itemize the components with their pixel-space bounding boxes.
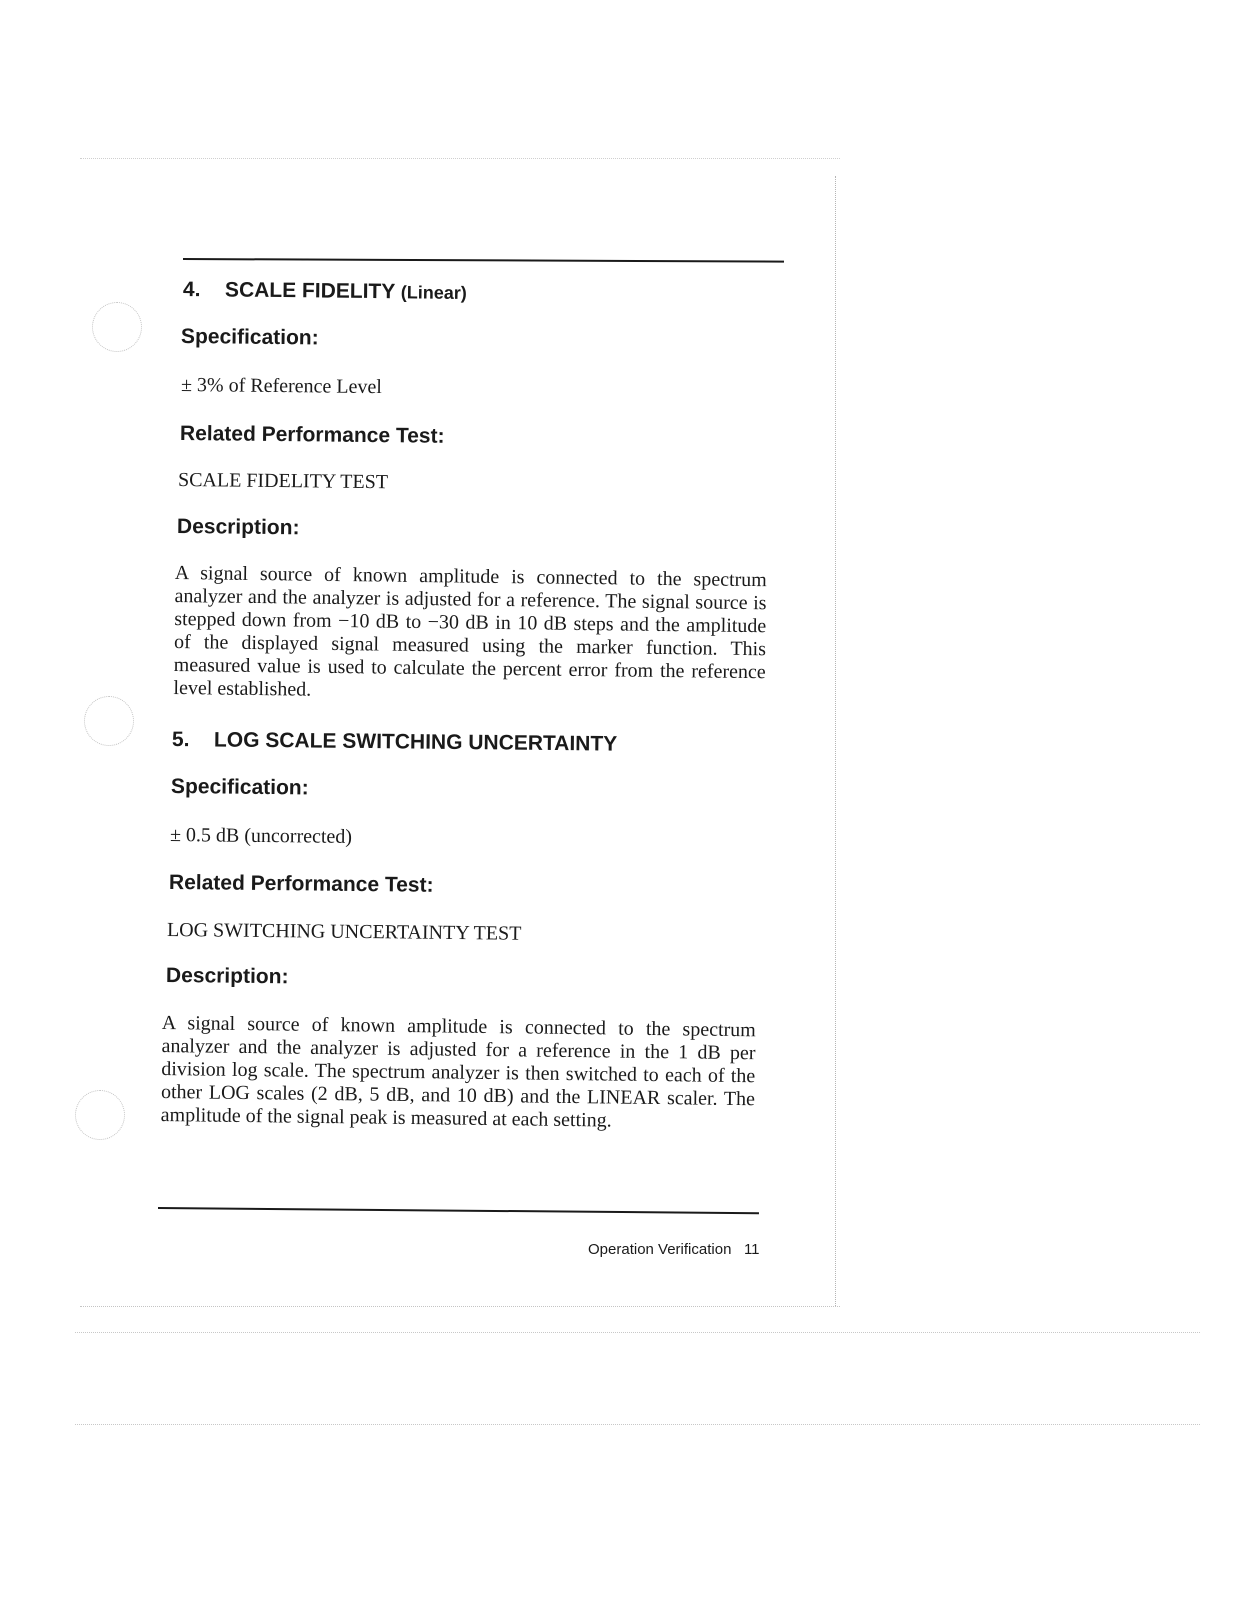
section-5-heading bbox=[172, 728, 617, 757]
section-5-title: LOG SCALE SWITCHING UNCERTAINTY bbox=[213, 728, 618, 756]
section-5-related-value: LOG SWITCHING UNCERTAINTY TEST bbox=[166, 919, 522, 945]
section-4-description: A signal source of known amplitude is connected to the spectrum analyzer and the analyzer is adjusted for a reference. The signal source is stepped down from −10 dB to −30 dB in 10 dB steps and the amplitude of the displayed signal measured using the marker function. This measured value is used to calculate the percent error from the reference level established. bbox=[173, 562, 767, 701]
section-5-description: A signal source of known amplitude is connected to the spectrum analyzer and the analyzer is adjusted for a reference in the 1 dB per division log scale. The spectrum analyzer is then switched to each of the other LOG scales (2 dB, 5 dB, and 10 dB) and the LINEAR scaler. The amplitude of the signal peak is measured at each setting. bbox=[160, 1012, 756, 1132]
section-5-number: 5. bbox=[171, 728, 190, 752]
top-rule bbox=[183, 258, 784, 263]
bottom-rule bbox=[158, 1207, 759, 1214]
section-4-related-value: SCALE FIDELITY TEST bbox=[177, 469, 389, 494]
footer-section-name: Operation Verification bbox=[588, 1241, 732, 1258]
footer-page-number: 11 bbox=[743, 1241, 760, 1258]
section-4-heading bbox=[183, 278, 467, 305]
section-5-related-heading: Related Performance Test: bbox=[168, 871, 434, 897]
section-5-spec-value: ± 0.5 dB (uncorrected) bbox=[169, 824, 353, 848]
section-4-description-heading: Description: bbox=[176, 515, 300, 540]
section-4-number: 4. bbox=[182, 278, 201, 302]
section-5-spec-heading: Specification: bbox=[170, 775, 309, 800]
page-footer bbox=[588, 1241, 760, 1258]
section-4-title-suffix: (Linear) bbox=[400, 282, 467, 303]
section-5-description-heading: Description: bbox=[165, 964, 289, 989]
section-4-spec-heading: Specification: bbox=[180, 325, 319, 350]
section-4-related-heading: Related Performance Test: bbox=[179, 422, 445, 448]
section-4-spec-value: ± 3% of Reference Level bbox=[180, 374, 382, 399]
section-4-title: SCALE FIDELITY bbox=[224, 278, 396, 304]
